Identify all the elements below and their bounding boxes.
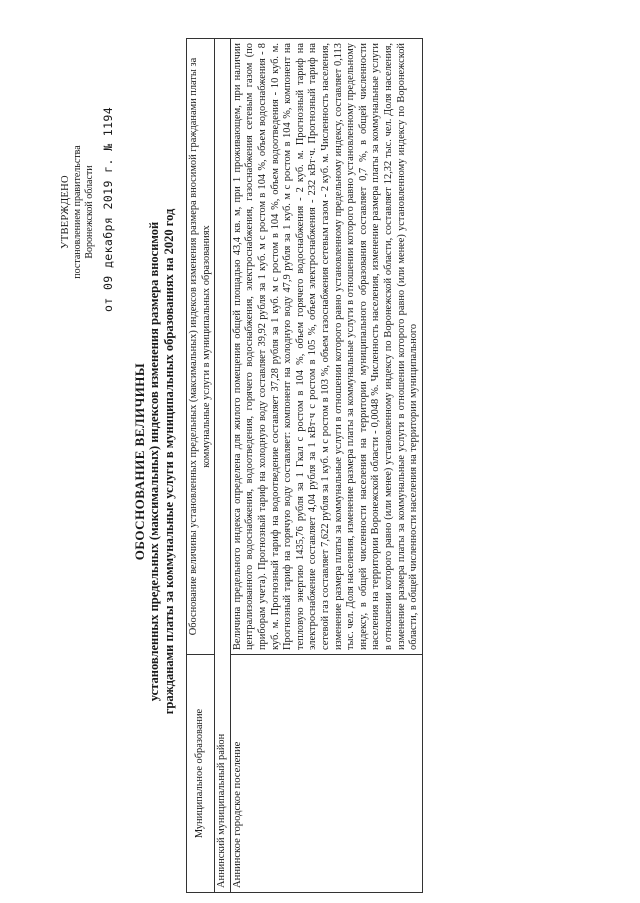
- heading-title: ОБОСНОВАНИЕ ВЕЛИЧИНЫ: [132, 362, 147, 561]
- municipality-name: Аннинское городское поселение: [230, 655, 422, 893]
- heading-line-2: установленных предельных (максимальных) индексов изменения размера вносимой: [147, 221, 161, 702]
- table-header-row: [187, 39, 215, 893]
- district-row: [215, 39, 231, 893]
- document-heading: [132, 60, 177, 863]
- header-justification: Обоснование величины установленных предельных (максимальных) индексов изменения размера вносимой гражданами платы за коммунальные услуги в муниципальных образованиях: [187, 39, 215, 655]
- table-row: [230, 39, 422, 893]
- approval-line-1: постановлением правительства: [72, 145, 83, 279]
- approval-stamp: [60, 106, 115, 312]
- approval-title: УТВЕРЖДЕНО: [60, 175, 71, 249]
- justification-text: Величина предельного индекса определена для жилого помещения общей площадью 43,4 кв. м, при 1 проживающем, при наличии централизованного водоснабжения, водоотведения, горячего водоснабжения, электроснабжения, газоснабжения сетевым газом (по приборам учета). Прогнозный тариф на холодную воду составляет 39,92 рубля за 1 куб. м с ростом в 104 %, объем водоснабжения - 8 куб. м. Прогнозный тариф на водоотведение составляет 37,28 рубля за 1 куб. м с ростом в 104 %, объем водоотведения - 10 куб. м. Прогнозный тариф на горячую воду составляет: компонент на холодную воду 47,9 рубля за 1 куб. м с ростом в 104 %, компонент на тепловую энергию 1435,76 рубля за 1 Гкал с ростом в 104 %, объем горячего водоснабжения - 2 куб. м. Прогнозный тариф на электроснабжение составляет 4,04 рубля за 1 кВт·ч с ростом в 105 %, объем электроснабжения - 232 кВт·ч. Прогнозный тариф на сетевой газ составляет 7,622 рубля за 1 куб. м с ростом в 103 %, объем газоснабжения сетевым газом - 2 куб. м. Численность населения, изменение размера платы за коммунальные услуги в отношении которого равно установленному предельному индексу, составляет 0,113 тыс. чел. Доля населения, изменение размера платы за коммунальные услуги в отношении которого равно установленному предельному индексу, в общей численности населения на территории муниципального образования составляет 0,7 %, в общей численности населения на территории Воронежской области - 0,0048 %. Численность населения, изменение размера платы за коммунальные услуги в отношении которого равно (или менее) установленному индексу по Воронежской области, составляет 12,32 тыс. чел. Доля населения, изменение размера платы за коммунальные услуги в отношении которого равно (или менее) установленному индексу по Воронежской области, в общей численности населения на территории муниципального: [230, 39, 422, 655]
- justification-table: [186, 38, 423, 893]
- district-name: Аннинский муниципальный район: [215, 39, 231, 893]
- approval-date: от 09 декабря 2019 г. № 1194: [101, 106, 115, 312]
- approval-line-2: Воронежской области: [84, 165, 95, 259]
- header-municipality: Муниципальное образование: [187, 655, 215, 893]
- heading-line-3: гражданами платы за коммунальные услуги в муниципальных образованиях на 2020 год: [162, 208, 176, 715]
